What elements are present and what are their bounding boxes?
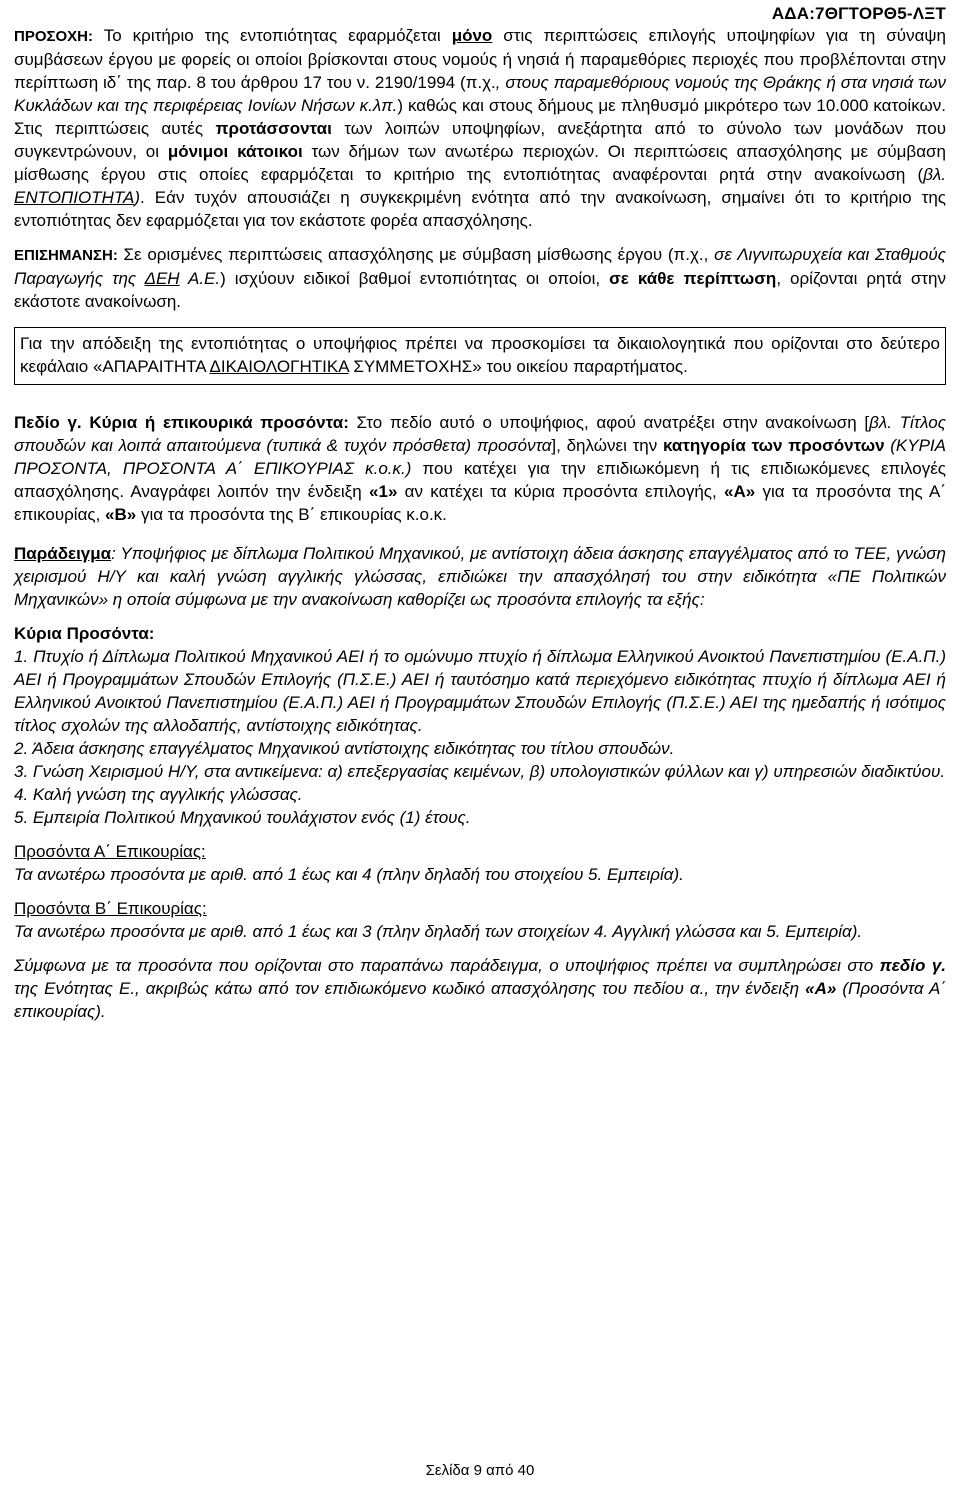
field-c-label: Πεδίο γ. Κύρια ή επικουρικά προσόντα: [14,413,349,432]
proof-documents-text: Για την απόδειξη της εντοπιότητας ο υποψήφιος πρέπει να προσκομίσει τα δικαιολογητικά που ορίζονται στο δεύτερο κεφάλαιο «ΑΠΑΡΑΙΤΗΤΑ ΔΙΚΑΙΟΛΟΓΗΤΙΚΑ ΣΥΜΜΕΤΟΧΗΣ» του οικείου παραρτήματος. [20,334,940,376]
entopiotita-link[interactable]: ΕΝΤΟΠΙΟΤΗΤΑ [14,188,135,207]
main-qualifications-title: Κύρια Προσόντα: [14,624,155,643]
precede-emphasis: προτάσσονται [215,119,332,138]
example-label: Παράδειγμα [14,544,112,563]
list-item: 4. Καλή γνώση της αγγλικής γλώσσας. [14,785,303,804]
example-intro: Παράδειγμα: Υποψήφιος με δίπλωμα Πολιτικού Μηχανικού, με αντίστοιχη άδεια άσκησης επαγγέλματος από το ΤΕΕ, γνώση χειρισμού Η/Υ και καλή γνώση αγγλικής γλώσσας, επιδιώκει την απασχόλησή του στην ειδικότητα «ΠΕ Πολιτικών Μηχανικών» η οποία σύμφωνα με την ανακοίνωση καθορίζει ως προσόντα επιλογής τα εξής: [14,544,946,609]
deh-underlined: ΔΕΗ [144,269,180,288]
attention-label: ΠΡΟΣΟΧΗ: [14,28,94,45]
documents-underlined: ΔΙΚΑΙΟΛΟΓΗΤΙΚΑ [209,357,349,376]
page-number: Σελίδα 9 από 40 [425,1462,535,1479]
ada-code: ΑΔΑ:7ΘΓΤΟΡΘ5-ΛΞΤ [771,4,946,23]
field-c-emphasis: πεδίο γ. [879,956,946,975]
every-case-emphasis: σε κάθε περίπτωση [609,269,777,288]
category-emphasis: κατηγορία των προσόντων [662,436,885,455]
attention-paragraph: ΠΡΟΣΟΧΗ: Το κριτήριο της εντοπιότητας εφαρμόζεται μόνο στις περιπτώσεις επιλογής υποψηφίων για τη σύναψη συμβάσεων έργου με φορείς οι οποίοι βρίσκονται στους νομούς ή νησιά ή παραμεθόριες περιοχές που προβλέπονται στην περίπτωση ιδ΄ της παρ. 8 του άρθρου 17 του ν. 2190/1994 (π.χ., στους παραμεθόριους νομούς της Θράκης ή στα νησιά των Κυκλάδων και της περιφέρειας Ιονίων Νήσων κ.λπ.) καθώς και στους δήμους με πληθυσμό μικρότερο των 10.000 κατοίκων. Στις περιπτώσεις αυτές προτάσσονται των λοιπών υποψηφίων, ανεξάρτητα από το σύνολο των μονάδων που συγκεντρώνουν, οι μόνιμοι κάτοικοι των δήμων των ανωτέρω περιοχών. Οι περιπτώσεις απασχόλησης με σύμβαση μίσθωσης έργου στις οποίες εφαρμόζεται το κριτήριο της εντοπιότητας αναφέρονται ρητά στην ανακοίνωση (βλ. ΕΝΤΟΠΙΟΤΗΤΑ). Εάν τυχόν απουσιάζει η συγκεκριμένη ενότητα από την ανακοίνωση, σημαίνει ότι το κριτήριο της εντοπιότητας δεν εφαρμόζεται για τον εκάστοτε φορέα απασχόλησης. [14,26,947,230]
b-auxiliary-title: Προσόντα Β΄ Επικουρίας: [14,899,207,918]
example-section [14,542,946,1023]
example-conclusion: Σύμφωνα με τα προσόντα που ορίζονται στο παραπάνω παράδειγμα, ο υποψήφιος πρέπει να συμπληρώσει στο πεδίο γ. της Ενότητας Ε., ακριβώς κάτω από τον επιδιωκόμενο κωδικό απασχόλησης του πεδίου α., την ένδειξη «Α» (Προσόντα Α΄ επικουρίας). [14,956,946,1021]
a-auxiliary-title: Προσόντα Α΄ Επικουρίας: [14,842,206,861]
only-emphasis: μόνο [451,26,493,45]
list-item: 5. Εμπειρία Πολιτικού Μηχανικού τουλάχιστον ενός (1) έτους. [14,808,471,827]
field-c-paragraph: Πεδίο γ. Κύρια ή επικουρικά προσόντα: Στο πεδίο αυτό ο υποψήφιος, αφού ανατρέξει στην ανακοίνωση [βλ. Τίτλος σπουδών και λοιπά απαιτούμενα (τυπικά & τυχόν πρόσθετα) προσόντα], δηλώνει την κατηγορία των προσόντων (ΚΥΡΙΑ ΠΡΟΣΟΝΤΑ, ΠΡΟΣΟΝΤΑ Α΄ ΕΠΙΚΟΥΡΙΑΣ κ.ο.κ.) που κατέχει για την επιδιωκόμενη ή τις επιδιωκόμενες επιλογές απασχόλησης. Αναγράφει λοιπόν την ένδειξη «1» αν κατέχει τα κύρια προσόντα επιλογής, «Α» για τα προσόντα της Α΄ επικουρίας, «Β» για τα προσόντα της Β΄ επικουρίας κ.ο.κ. [14,413,947,524]
permanent-residents-emphasis: μόνιμοι κάτοικοι [167,142,303,161]
b-auxiliary-text: Τα ανωτέρω προσόντα με αριθ. από 1 έως και 3 (πλην δηλαδή των στοιχείων 4. Αγγλική γλώσσα και 5. Εμπειρία). [14,922,863,941]
notice-paragraph: ΕΠΙΣΗΜΑΝΣΗ: Σε ορισμένες περιπτώσεις απασχόλησης με σύμβαση μίσθωσης έργου (π.χ., σε Λιγνιτωρυχεία και Σταθμούς Παραγωγής της ΔΕΗ Α.Ε.) ισχύουν ειδικοί βαθμοί εντοπιότητας οι οποίοι, σε κάθε περίπτωση, ορίζονται ρητά στην εκάστοτε ανακοίνωση. [14,245,947,311]
proof-documents-box [14,327,946,385]
list-item: 3. Γνώση Χειρισμού Η/Υ, στα αντικείμενα: α) επεξεργασίας κειμένων, β) υπολογιστικών φύλλων και γ) υπηρεσιών διαδικτύου. [14,762,946,781]
a-auxiliary-text: Τα ανωτέρω προσόντα με αριθ. από 1 έως και 4 (πλην δηλαδή του στοιχείου 5. Εμπειρία). [14,865,684,884]
list-item: 2. Άδεια άσκησης επαγγέλματος Μηχανικού αντίστοιχης ειδικότητας του τίτλου σπουδών. [14,739,675,758]
notice-label: ΕΠΙΣΗΜΑΝΣΗ: [14,247,118,264]
list-item: 1. Πτυχίο ή Δίπλωμα Πολιτικού Μηχανικού ΑΕΙ ή το ομώνυμο πτυχίο ή δίπλωμα Ελληνικού Ανοικτού Πανεπιστημίου (Ε.Α.Π.) ΑΕΙ ή Προγραμμάτων Σπουδών Επιλογής (Π.Σ.Ε.) ΑΕΙ ή ταυτόσημο κατά περιεχόμενο ειδικότητας πτυχίο ή δίπλωμα ΑΕΙ ή Ελληνικού Ανοικτού Πανεπιστημίου (Ε.Α.Π.) ΑΕΙ ή Προγραμμάτων Σπουδών Επιλογής (Π.Σ.Ε.) ΑΕΙ της ημεδαπής ή ισότιμος τίτλος σχολών της αλλοδαπής, αντίστοιχης ειδικότητας. [14,647,946,735]
page-content [14,24,946,1023]
